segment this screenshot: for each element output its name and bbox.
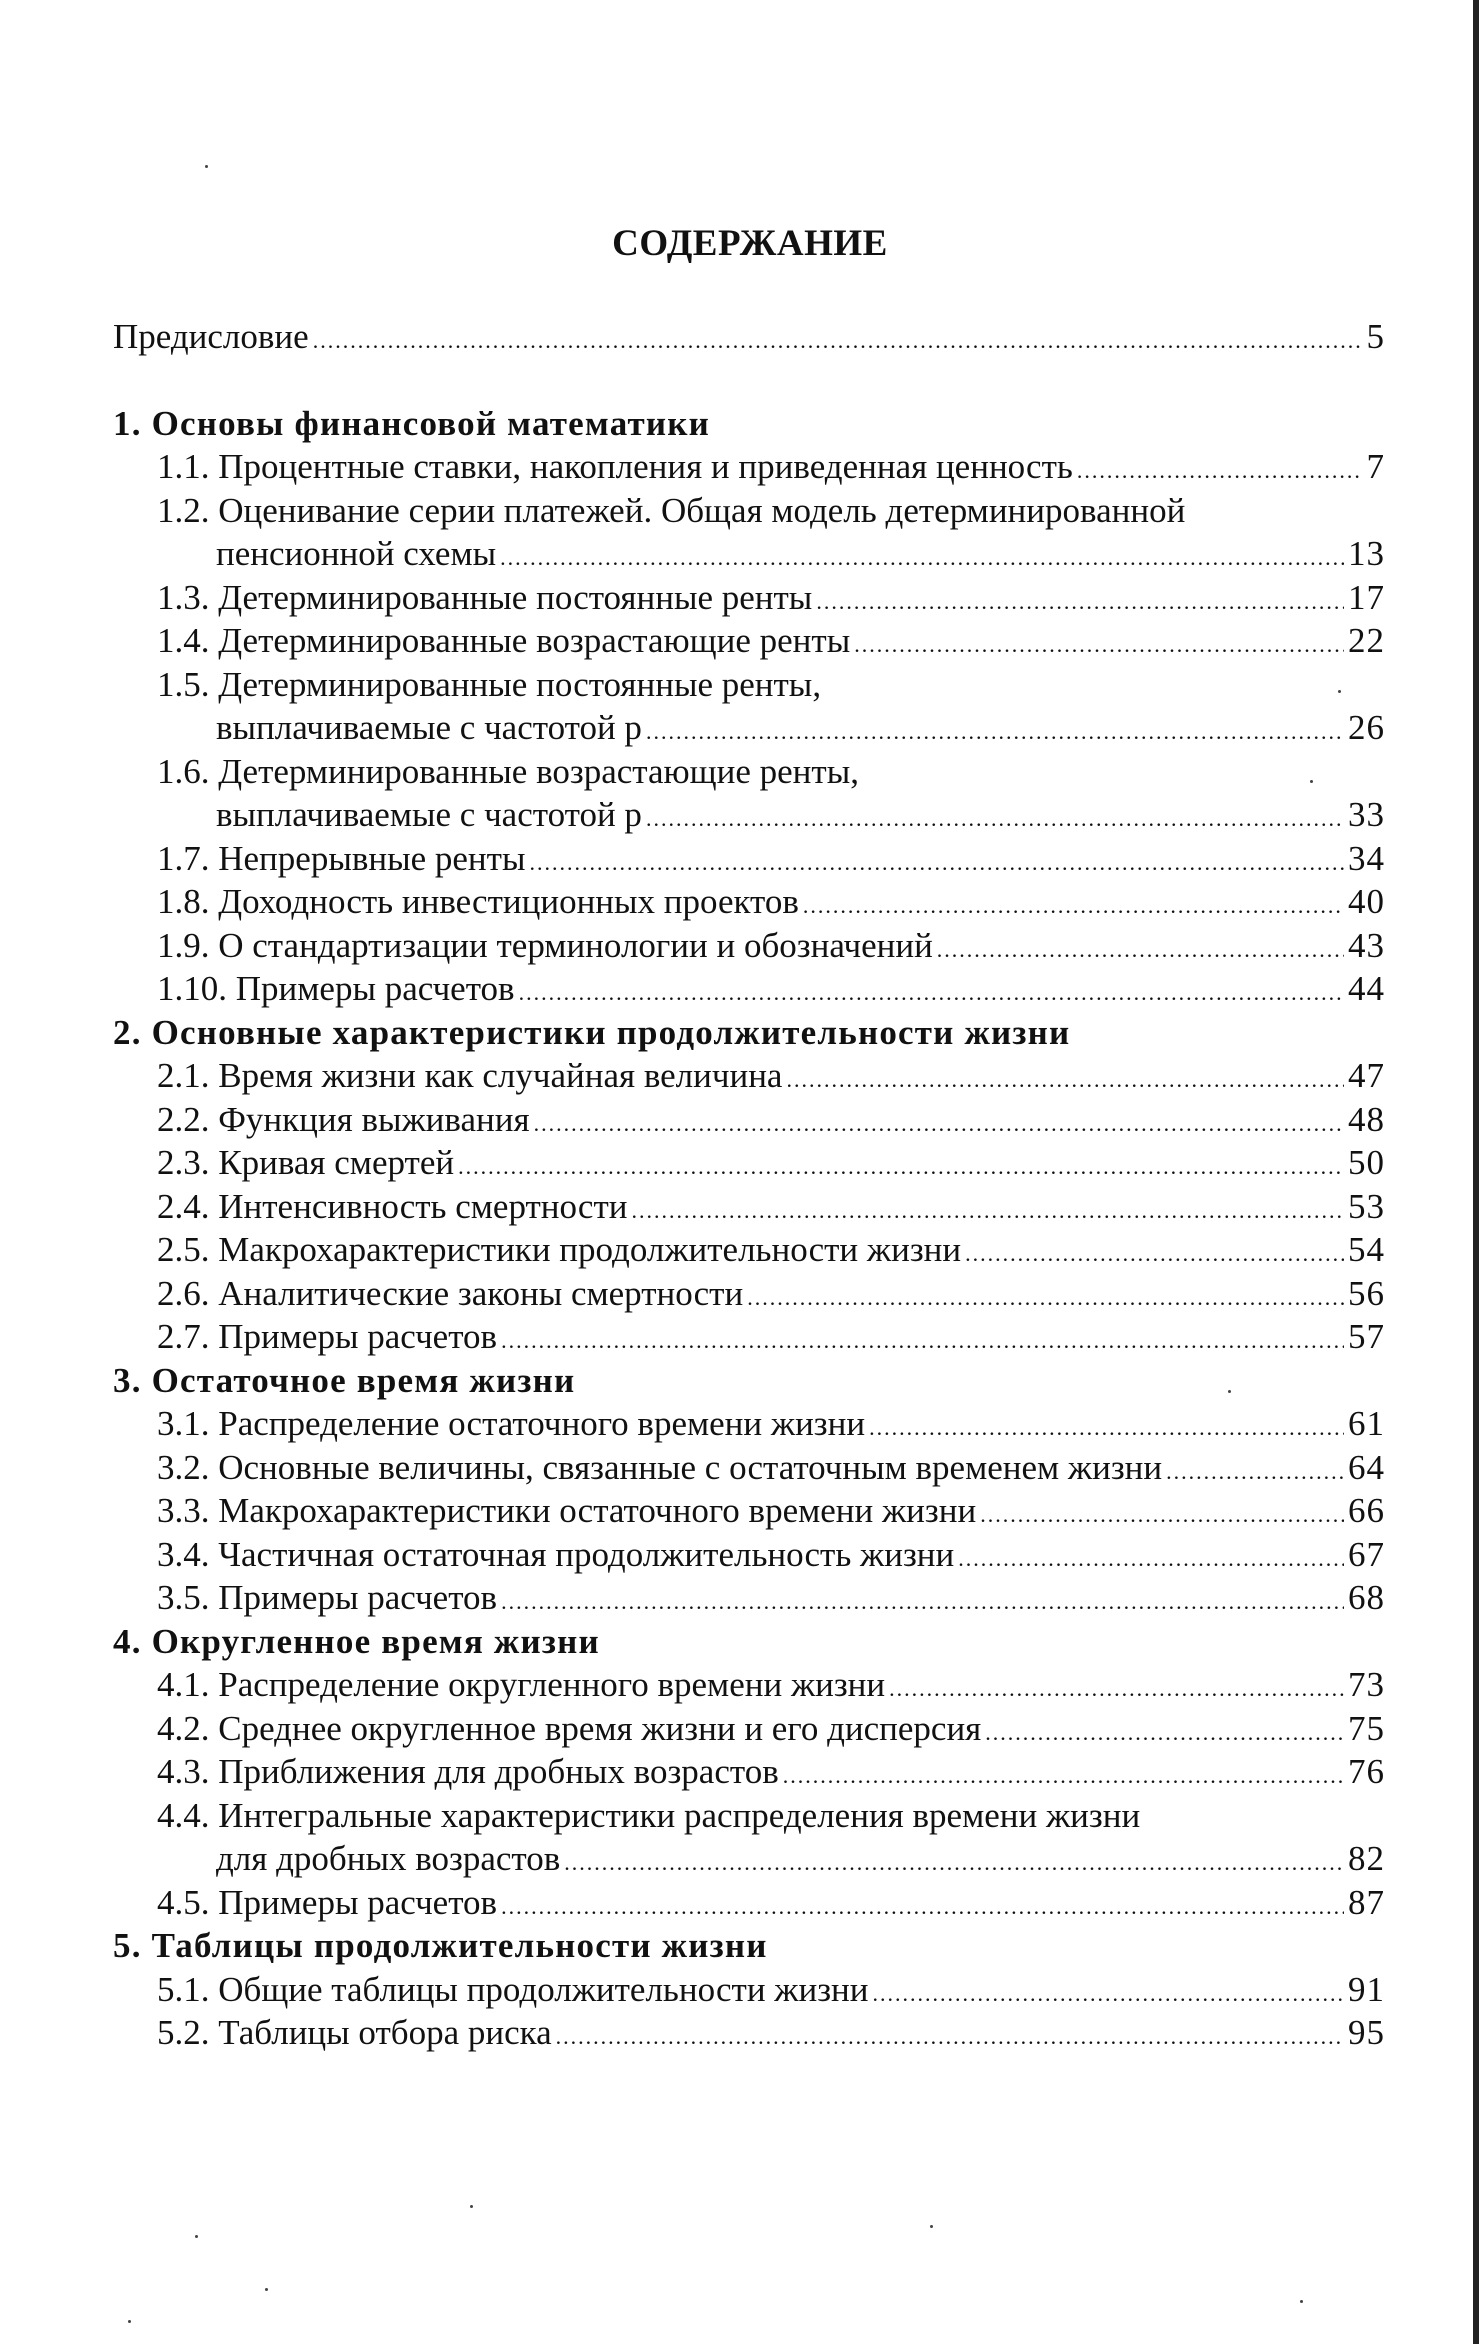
toc-entry-4-1 <box>113 1663 1385 1707</box>
toc-entry-title: Предисловие <box>113 317 309 356</box>
toc-page-number: 50 <box>1348 1143 1385 1182</box>
dot-leader <box>500 536 1344 580</box>
toc-entry-title: 2.2. Функция выживания <box>157 1099 530 1139</box>
toc-entry-title: 4.3. Приближения для дробных возрастов <box>157 1752 779 1791</box>
toc-entry-title: 4.4. Интегральные характеристики распределения времени жизни <box>157 1795 1141 1835</box>
dot-leader <box>803 884 1344 928</box>
toc-page-number: 48 <box>1348 1099 1385 1139</box>
scan-speck <box>205 165 208 168</box>
toc-entry-title: 1.6. Детерминированные возрастающие ренты, <box>157 751 859 791</box>
dot-leader <box>501 1580 1344 1624</box>
toc-entry-title: 2.4. Интенсивность смертности <box>157 1186 628 1226</box>
scan-speck <box>265 2288 268 2291</box>
toc-entry-1-5 <box>113 663 1385 707</box>
toc-page-number: 82 <box>1348 1839 1385 1878</box>
toc-entry-title: 1.4. Детерминированные возрастающие ренты <box>157 621 851 660</box>
toc-entry-title: 1.8. Доходность инвестиционных проектов <box>157 882 799 921</box>
toc-entry-title: 2.1. Время жизни как случайная величина <box>157 1056 783 1095</box>
toc-chapter-4 <box>113 1620 1385 1664</box>
dot-leader <box>631 1189 1344 1233</box>
toc-page-number: 13 <box>1348 534 1385 573</box>
toc-entry-3-5 <box>113 1576 1385 1620</box>
toc-entry-title: 3.5. Примеры расчетов <box>157 1578 498 1617</box>
chapter-title: 3. Остаточное время жизни <box>113 1360 576 1400</box>
toc-page-number: 5 <box>1366 317 1385 356</box>
toc-page-number: 95 <box>1348 2013 1385 2052</box>
scan-speck <box>1300 2300 1303 2303</box>
toc-page-number: 57 <box>1348 1317 1385 1356</box>
toc-entry-title: 3.1. Распределение остаточного времени жизни <box>157 1404 866 1443</box>
toc-entry-preface <box>113 315 1385 359</box>
dot-leader <box>646 710 1344 754</box>
dot-leader <box>458 1145 1344 1189</box>
toc-entry-1-9 <box>113 924 1385 968</box>
toc-page-number: 54 <box>1348 1230 1385 1269</box>
dot-leader <box>783 1754 1344 1798</box>
toc-page-number: 61 <box>1348 1404 1385 1443</box>
dot-leader <box>873 1972 1344 2016</box>
toc-page-number: 91 <box>1348 1969 1385 2009</box>
toc-entry-1-8 <box>113 880 1385 924</box>
toc-page-number: 87 <box>1348 1882 1385 1922</box>
toc-entry-4-3 <box>113 1750 1385 1794</box>
toc-entry-5-1 <box>113 1968 1385 2012</box>
toc-entry-title: 1.9. О стандартизации терминологии и обозначений <box>157 925 933 965</box>
toc-entry-title: 3.4. Частичная остаточная продолжительность жизни <box>157 1534 955 1574</box>
toc-page-number: 56 <box>1348 1273 1385 1313</box>
dot-leader <box>1166 1450 1344 1494</box>
dot-leader <box>869 1406 1344 1450</box>
toc-entry-1-5-cont <box>113 706 1385 750</box>
table-of-contents <box>113 315 1385 2055</box>
scan-speck <box>470 2205 473 2208</box>
toc-entry-4-4-cont <box>113 1837 1385 1881</box>
toc-entry-2-3 <box>113 1141 1385 1185</box>
dot-leader <box>1077 449 1363 493</box>
toc-page-number: 17 <box>1348 577 1385 617</box>
scan-speck <box>930 2225 933 2228</box>
toc-entry-2-5 <box>113 1228 1385 1272</box>
scan-speck <box>1310 780 1313 783</box>
toc-entry-1-6 <box>113 750 1385 794</box>
chapter-title: 1. Основы финансовой математики <box>113 403 710 443</box>
dot-leader <box>501 1885 1344 1929</box>
toc-page-number: 47 <box>1348 1056 1385 1095</box>
toc-entry-2-2 <box>113 1098 1385 1142</box>
toc-page-number: 26 <box>1348 708 1385 747</box>
toc-chapter-1 <box>113 402 1385 446</box>
scan-edge <box>1473 0 1479 2344</box>
scan-speck <box>1338 690 1341 693</box>
toc-entry-title: 2.3. Кривая смертей <box>157 1143 455 1182</box>
toc-entry-title: пенсионной схемы <box>216 534 497 573</box>
toc-page-number: 64 <box>1348 1447 1385 1487</box>
dot-leader <box>889 1667 1344 1711</box>
toc-page-number: 75 <box>1348 1708 1385 1748</box>
toc-entry-2-4 <box>113 1185 1385 1229</box>
toc-entry-title: для дробных возрастов <box>216 1839 561 1878</box>
toc-entry-4-4 <box>113 1794 1385 1838</box>
toc-entry-title: 2.5. Макрохарактеристики продолжительности жизни <box>157 1230 962 1269</box>
toc-page-number: 73 <box>1348 1665 1385 1704</box>
dot-leader <box>534 1102 1344 1146</box>
chapter-title: 2. Основные характеристики продолжительности жизни <box>113 1012 1071 1052</box>
toc-chapter-5 <box>113 1924 1385 1968</box>
toc-entry-title: 1.1. Процентные ставки, накопления и приведенная ценность <box>157 447 1073 486</box>
toc-entry-title: 1.10. Примеры расчетов <box>157 969 515 1008</box>
toc-page-number: 34 <box>1348 838 1385 878</box>
toc-entry-title: 3.2. Основные величины, связанные с остаточным временем жизни <box>157 1447 1163 1487</box>
toc-page-number: 66 <box>1348 1491 1385 1530</box>
toc-page-number: 33 <box>1348 795 1385 834</box>
scan-speck <box>1228 1390 1231 1393</box>
chapter-title: 4. Округленное время жизни <box>113 1621 600 1661</box>
dot-leader <box>854 623 1344 667</box>
toc-page-number: 44 <box>1348 969 1385 1008</box>
toc-chapter-3 <box>113 1359 1385 1403</box>
toc-entry-title: 4.1. Распределение округленного времени жизни <box>157 1665 886 1704</box>
toc-page-number: 76 <box>1348 1752 1385 1791</box>
toc-entry-title: 1.3. Детерминированные постоянные ренты <box>157 577 813 617</box>
dot-leader <box>985 1711 1344 1755</box>
toc-entry-3-2 <box>113 1446 1385 1490</box>
toc-page-number: 22 <box>1348 621 1385 660</box>
scan-speck <box>195 2235 198 2238</box>
toc-entry-title: 1.7. Непрерывные ренты <box>157 838 526 878</box>
toc-entry-title: 4.5. Примеры расчетов <box>157 1882 498 1922</box>
toc-page-number: 43 <box>1348 925 1385 965</box>
toc-entry-4-2 <box>113 1707 1385 1751</box>
dot-leader <box>980 1493 1344 1537</box>
toc-entry-1-10 <box>113 967 1385 1011</box>
toc-entry-title: 3.3. Макрохарактеристики остаточного времени жизни <box>157 1491 977 1530</box>
dot-leader <box>564 1841 1344 1885</box>
dot-leader <box>965 1232 1344 1276</box>
scan-speck <box>128 2320 131 2323</box>
dot-leader <box>501 1319 1344 1363</box>
toc-entry-5-2 <box>113 2011 1385 2055</box>
toc-entry-title: выплачиваемые с частотой p <box>216 795 642 834</box>
toc-entry-title: выплачиваемые с частотой p <box>216 708 642 747</box>
toc-page-number: 67 <box>1348 1534 1385 1574</box>
dot-leader <box>958 1537 1344 1581</box>
toc-page-number: 53 <box>1348 1186 1385 1226</box>
toc-entry-1-7 <box>113 837 1385 881</box>
toc-entry-title: 5.1. Общие таблицы продолжительности жизни <box>157 1969 869 2009</box>
toc-entry-1-6-cont <box>113 793 1385 837</box>
toc-entry-2-6 <box>113 1272 1385 1316</box>
toc-entry-title: 2.7. Примеры расчетов <box>157 1317 498 1356</box>
toc-page-number: 40 <box>1348 882 1385 921</box>
toc-entry-1-1 <box>113 445 1385 489</box>
dot-leader <box>786 1058 1344 1102</box>
dot-leader <box>313 319 1363 363</box>
toc-entry-1-2-cont <box>113 532 1385 576</box>
dot-leader <box>937 928 1344 972</box>
toc-entry-1-3 <box>113 576 1385 620</box>
chapter-title: 5. Таблицы продолжительности жизни <box>113 1926 768 1965</box>
toc-entry-2-7 <box>113 1315 1385 1359</box>
toc-page-number: 68 <box>1348 1578 1385 1617</box>
toc-entry-1-4 <box>113 619 1385 663</box>
toc-entry-title: 4.2. Среднее округленное время жизни и его дисперсия <box>157 1708 982 1748</box>
dot-leader <box>816 580 1344 624</box>
dot-leader <box>529 841 1344 885</box>
toc-entry-4-5 <box>113 1881 1385 1925</box>
dot-leader <box>747 1276 1344 1320</box>
toc-chapter-2 <box>113 1011 1385 1055</box>
toc-entry-2-1 <box>113 1054 1385 1098</box>
toc-entry-title: 1.5. Детерминированные постоянные ренты, <box>157 664 822 704</box>
toc-entry-title: 5.2. Таблицы отбора риска <box>157 2013 552 2052</box>
page-title: СОДЕРЖАНИЕ <box>612 223 888 264</box>
toc-entry-title: 1.2. Оценивание серии платежей. Общая модель детерминированной <box>157 490 1186 530</box>
dot-leader <box>519 971 1344 1015</box>
dot-leader <box>556 2015 1344 2059</box>
toc-page-number: 7 <box>1366 447 1385 486</box>
toc-entry-3-4 <box>113 1533 1385 1577</box>
toc-entry-1-2 <box>113 489 1385 533</box>
toc-entry-title: 2.6. Аналитические законы смертности <box>157 1273 744 1313</box>
dot-leader <box>646 797 1344 841</box>
toc-entry-3-3 <box>113 1489 1385 1533</box>
toc-entry-3-1 <box>113 1402 1385 1446</box>
